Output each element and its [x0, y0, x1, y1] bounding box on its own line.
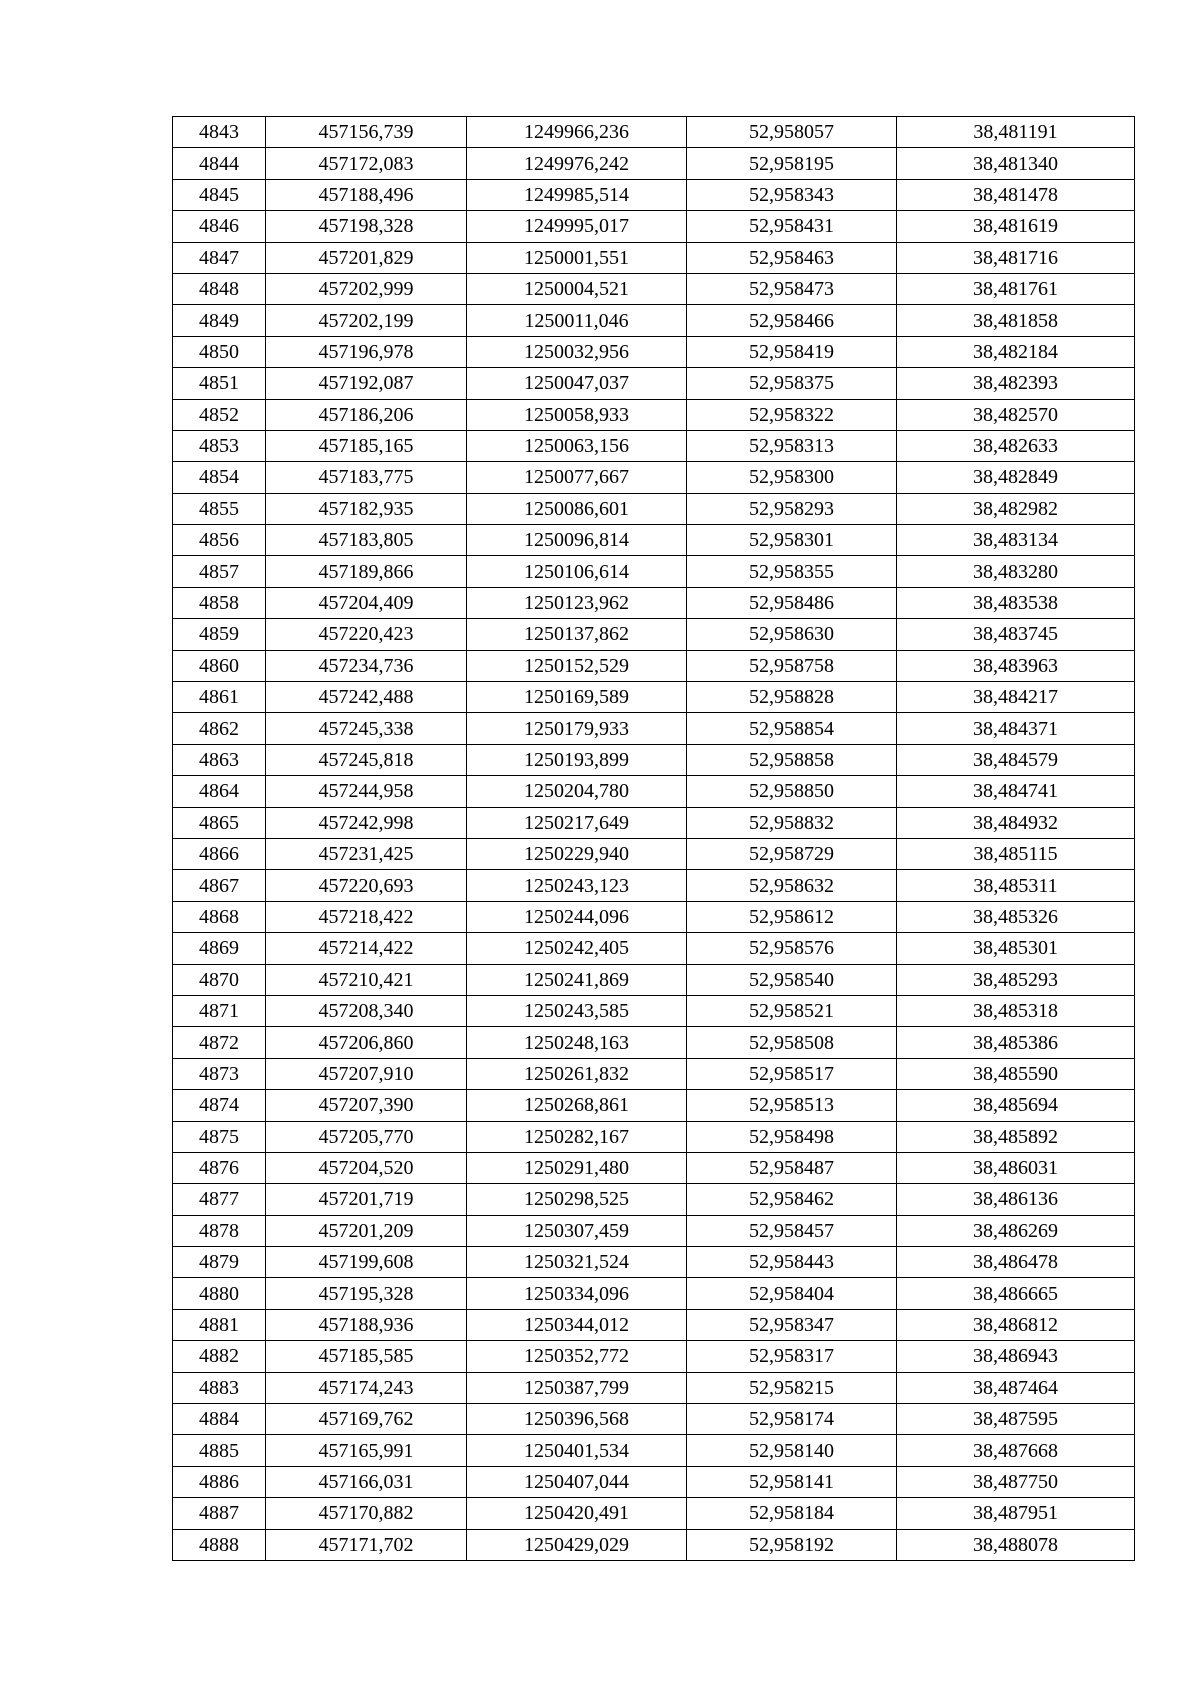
longitude-cell: 38,487464 — [897, 1372, 1135, 1403]
point-number-cell: 4843 — [173, 117, 266, 148]
y-coordinate-cell: 1250387,799 — [467, 1372, 687, 1403]
point-number-cell: 4869 — [173, 933, 266, 964]
y-coordinate-cell: 1250047,037 — [467, 368, 687, 399]
latitude-cell: 52,958322 — [687, 399, 897, 430]
longitude-cell: 38,486665 — [897, 1278, 1135, 1309]
x-coordinate-cell: 457242,488 — [266, 682, 467, 713]
latitude-cell: 52,958301 — [687, 525, 897, 556]
longitude-cell: 38,485326 — [897, 901, 1135, 932]
point-number-cell: 4859 — [173, 619, 266, 650]
x-coordinate-cell: 457156,739 — [266, 117, 467, 148]
table-row — [173, 964, 1135, 995]
table-row — [173, 1184, 1135, 1215]
latitude-cell: 52,958513 — [687, 1090, 897, 1121]
point-number-cell: 4884 — [173, 1404, 266, 1435]
longitude-cell: 38,487951 — [897, 1498, 1135, 1529]
point-number-cell: 4876 — [173, 1152, 266, 1183]
latitude-cell: 52,958215 — [687, 1372, 897, 1403]
x-coordinate-cell: 457198,328 — [266, 211, 467, 242]
x-coordinate-cell: 457170,882 — [266, 1498, 467, 1529]
point-number-cell: 4878 — [173, 1215, 266, 1246]
table-row — [173, 713, 1135, 744]
y-coordinate-cell: 1250001,551 — [467, 242, 687, 273]
latitude-cell: 52,958313 — [687, 430, 897, 461]
point-number-cell: 4868 — [173, 901, 266, 932]
x-coordinate-cell: 457165,991 — [266, 1435, 467, 1466]
y-coordinate-cell: 1250261,832 — [467, 1058, 687, 1089]
y-coordinate-cell: 1250248,163 — [467, 1027, 687, 1058]
y-coordinate-cell: 1250241,869 — [467, 964, 687, 995]
latitude-cell: 52,958832 — [687, 807, 897, 838]
table-row — [173, 1529, 1135, 1560]
point-number-cell: 4846 — [173, 211, 266, 242]
x-coordinate-cell: 457189,866 — [266, 556, 467, 587]
x-coordinate-cell: 457183,775 — [266, 462, 467, 493]
point-number-cell: 4863 — [173, 744, 266, 775]
y-coordinate-cell: 1250407,044 — [467, 1466, 687, 1497]
table-row — [173, 807, 1135, 838]
point-number-cell: 4860 — [173, 650, 266, 681]
x-coordinate-cell: 457204,520 — [266, 1152, 467, 1183]
point-number-cell: 4886 — [173, 1466, 266, 1497]
latitude-cell: 52,958404 — [687, 1278, 897, 1309]
table-row — [173, 682, 1135, 713]
y-coordinate-cell: 1250217,649 — [467, 807, 687, 838]
point-number-cell: 4870 — [173, 964, 266, 995]
table-row — [173, 1341, 1135, 1372]
latitude-cell: 52,958498 — [687, 1121, 897, 1152]
longitude-cell: 38,483963 — [897, 650, 1135, 681]
longitude-cell: 38,484932 — [897, 807, 1135, 838]
latitude-cell: 52,958486 — [687, 587, 897, 618]
y-coordinate-cell: 1250063,156 — [467, 430, 687, 461]
table-row — [173, 901, 1135, 932]
point-number-cell: 4864 — [173, 776, 266, 807]
x-coordinate-cell: 457206,860 — [266, 1027, 467, 1058]
longitude-cell: 38,482633 — [897, 430, 1135, 461]
latitude-cell: 52,958463 — [687, 242, 897, 273]
x-coordinate-cell: 457245,338 — [266, 713, 467, 744]
table-row — [173, 1498, 1135, 1529]
point-number-cell: 4880 — [173, 1278, 266, 1309]
x-coordinate-cell: 457220,693 — [266, 870, 467, 901]
y-coordinate-cell: 1250282,167 — [467, 1121, 687, 1152]
y-coordinate-cell: 1250298,525 — [467, 1184, 687, 1215]
latitude-cell: 52,958466 — [687, 305, 897, 336]
point-number-cell: 4882 — [173, 1341, 266, 1372]
latitude-cell: 52,958140 — [687, 1435, 897, 1466]
table-row — [173, 148, 1135, 179]
longitude-cell: 38,485590 — [897, 1058, 1135, 1089]
table-row — [173, 399, 1135, 430]
table-row — [173, 493, 1135, 524]
x-coordinate-cell: 457245,818 — [266, 744, 467, 775]
table-row — [173, 1466, 1135, 1497]
table-row — [173, 368, 1135, 399]
table-row — [173, 1247, 1135, 1278]
point-number-cell: 4844 — [173, 148, 266, 179]
longitude-cell: 38,485386 — [897, 1027, 1135, 1058]
point-number-cell: 4873 — [173, 1058, 266, 1089]
x-coordinate-cell: 457185,165 — [266, 430, 467, 461]
x-coordinate-cell: 457201,829 — [266, 242, 467, 273]
x-coordinate-cell: 457192,087 — [266, 368, 467, 399]
table-row — [173, 117, 1135, 148]
x-coordinate-cell: 457201,719 — [266, 1184, 467, 1215]
y-coordinate-cell: 1250352,772 — [467, 1341, 687, 1372]
latitude-cell: 52,958630 — [687, 619, 897, 650]
y-coordinate-cell: 1250152,529 — [467, 650, 687, 681]
longitude-cell: 38,488078 — [897, 1529, 1135, 1560]
latitude-cell: 52,958729 — [687, 838, 897, 869]
table-row — [173, 1404, 1135, 1435]
x-coordinate-cell: 457171,702 — [266, 1529, 467, 1560]
y-coordinate-cell: 1250420,491 — [467, 1498, 687, 1529]
x-coordinate-cell: 457220,423 — [266, 619, 467, 650]
coordinates-table-body — [173, 117, 1135, 1561]
table-row — [173, 1309, 1135, 1340]
y-coordinate-cell: 1249976,242 — [467, 148, 687, 179]
latitude-cell: 52,958612 — [687, 901, 897, 932]
latitude-cell: 52,958431 — [687, 211, 897, 242]
y-coordinate-cell: 1250291,480 — [467, 1152, 687, 1183]
y-coordinate-cell: 1250179,933 — [467, 713, 687, 744]
x-coordinate-cell: 457188,936 — [266, 1309, 467, 1340]
latitude-cell: 52,958521 — [687, 995, 897, 1026]
y-coordinate-cell: 1250058,933 — [467, 399, 687, 430]
table-row — [173, 179, 1135, 210]
longitude-cell: 38,482849 — [897, 462, 1135, 493]
point-number-cell: 4871 — [173, 995, 266, 1026]
longitude-cell: 38,486943 — [897, 1341, 1135, 1372]
x-coordinate-cell: 457188,496 — [266, 179, 467, 210]
x-coordinate-cell: 457202,999 — [266, 273, 467, 304]
y-coordinate-cell: 1250334,096 — [467, 1278, 687, 1309]
table-row — [173, 1372, 1135, 1403]
table-row — [173, 273, 1135, 304]
x-coordinate-cell: 457205,770 — [266, 1121, 467, 1152]
longitude-cell: 38,484217 — [897, 682, 1135, 713]
point-number-cell: 4858 — [173, 587, 266, 618]
longitude-cell: 38,484371 — [897, 713, 1135, 744]
x-coordinate-cell: 457218,422 — [266, 901, 467, 932]
point-number-cell: 4851 — [173, 368, 266, 399]
x-coordinate-cell: 457183,805 — [266, 525, 467, 556]
longitude-cell: 38,481340 — [897, 148, 1135, 179]
latitude-cell: 52,958343 — [687, 179, 897, 210]
latitude-cell: 52,958576 — [687, 933, 897, 964]
longitude-cell: 38,483280 — [897, 556, 1135, 587]
latitude-cell: 52,958195 — [687, 148, 897, 179]
x-coordinate-cell: 457210,421 — [266, 964, 467, 995]
point-number-cell: 4847 — [173, 242, 266, 273]
y-coordinate-cell: 1250242,405 — [467, 933, 687, 964]
point-number-cell: 4874 — [173, 1090, 266, 1121]
y-coordinate-cell: 1250396,568 — [467, 1404, 687, 1435]
table-row — [173, 430, 1135, 461]
point-number-cell: 4887 — [173, 1498, 266, 1529]
y-coordinate-cell: 1250169,589 — [467, 682, 687, 713]
x-coordinate-cell: 457185,585 — [266, 1341, 467, 1372]
longitude-cell: 38,485694 — [897, 1090, 1135, 1121]
longitude-cell: 38,485311 — [897, 870, 1135, 901]
coordinates-table — [172, 116, 1135, 1561]
y-coordinate-cell: 1250086,601 — [467, 493, 687, 524]
table-row — [173, 1152, 1135, 1183]
table-row — [173, 462, 1135, 493]
longitude-cell: 38,483745 — [897, 619, 1135, 650]
table-row — [173, 838, 1135, 869]
table-row — [173, 336, 1135, 367]
y-coordinate-cell: 1249966,236 — [467, 117, 687, 148]
longitude-cell: 38,484741 — [897, 776, 1135, 807]
x-coordinate-cell: 457169,762 — [266, 1404, 467, 1435]
y-coordinate-cell: 1250204,780 — [467, 776, 687, 807]
point-number-cell: 4888 — [173, 1529, 266, 1560]
point-number-cell: 4867 — [173, 870, 266, 901]
x-coordinate-cell: 457207,910 — [266, 1058, 467, 1089]
longitude-cell: 38,483134 — [897, 525, 1135, 556]
x-coordinate-cell: 457242,998 — [266, 807, 467, 838]
latitude-cell: 52,958347 — [687, 1309, 897, 1340]
point-number-cell: 4883 — [173, 1372, 266, 1403]
table-row — [173, 242, 1135, 273]
x-coordinate-cell: 457207,390 — [266, 1090, 467, 1121]
point-number-cell: 4865 — [173, 807, 266, 838]
y-coordinate-cell: 1250077,667 — [467, 462, 687, 493]
longitude-cell: 38,483538 — [897, 587, 1135, 618]
point-number-cell: 4854 — [173, 462, 266, 493]
table-row — [173, 587, 1135, 618]
x-coordinate-cell: 457244,958 — [266, 776, 467, 807]
x-coordinate-cell: 457182,935 — [266, 493, 467, 524]
longitude-cell: 38,486031 — [897, 1152, 1135, 1183]
y-coordinate-cell: 1250321,524 — [467, 1247, 687, 1278]
latitude-cell: 52,958443 — [687, 1247, 897, 1278]
latitude-cell: 52,958457 — [687, 1215, 897, 1246]
y-coordinate-cell: 1249995,017 — [467, 211, 687, 242]
point-number-cell: 4845 — [173, 179, 266, 210]
longitude-cell: 38,481858 — [897, 305, 1135, 336]
longitude-cell: 38,485892 — [897, 1121, 1135, 1152]
y-coordinate-cell: 1250137,862 — [467, 619, 687, 650]
point-number-cell: 4856 — [173, 525, 266, 556]
table-row — [173, 1278, 1135, 1309]
latitude-cell: 52,958300 — [687, 462, 897, 493]
table-row — [173, 211, 1135, 242]
longitude-cell: 38,482184 — [897, 336, 1135, 367]
longitude-cell: 38,485293 — [897, 964, 1135, 995]
y-coordinate-cell: 1250011,046 — [467, 305, 687, 336]
table-row — [173, 1027, 1135, 1058]
longitude-cell: 38,481191 — [897, 117, 1135, 148]
longitude-cell: 38,487750 — [897, 1466, 1135, 1497]
point-number-cell: 4850 — [173, 336, 266, 367]
longitude-cell: 38,481716 — [897, 242, 1135, 273]
point-number-cell: 4866 — [173, 838, 266, 869]
latitude-cell: 52,958517 — [687, 1058, 897, 1089]
point-number-cell: 4861 — [173, 682, 266, 713]
latitude-cell: 52,958057 — [687, 117, 897, 148]
x-coordinate-cell: 457204,409 — [266, 587, 467, 618]
point-number-cell: 4875 — [173, 1121, 266, 1152]
table-row — [173, 870, 1135, 901]
x-coordinate-cell: 457172,083 — [266, 148, 467, 179]
table-row — [173, 556, 1135, 587]
latitude-cell: 52,958174 — [687, 1404, 897, 1435]
y-coordinate-cell: 1250032,956 — [467, 336, 687, 367]
latitude-cell: 52,958355 — [687, 556, 897, 587]
y-coordinate-cell: 1250106,614 — [467, 556, 687, 587]
longitude-cell: 38,482393 — [897, 368, 1135, 399]
y-coordinate-cell: 1250096,814 — [467, 525, 687, 556]
table-row — [173, 1121, 1135, 1152]
point-number-cell: 4885 — [173, 1435, 266, 1466]
latitude-cell: 52,958850 — [687, 776, 897, 807]
y-coordinate-cell: 1250004,521 — [467, 273, 687, 304]
table-row — [173, 650, 1135, 681]
point-number-cell: 4862 — [173, 713, 266, 744]
x-coordinate-cell: 457174,243 — [266, 1372, 467, 1403]
point-number-cell: 4853 — [173, 430, 266, 461]
y-coordinate-cell: 1250243,585 — [467, 995, 687, 1026]
y-coordinate-cell: 1250268,861 — [467, 1090, 687, 1121]
table-row — [173, 1435, 1135, 1466]
longitude-cell: 38,482570 — [897, 399, 1135, 430]
latitude-cell: 52,958858 — [687, 744, 897, 775]
point-number-cell: 4879 — [173, 1247, 266, 1278]
table-row — [173, 933, 1135, 964]
y-coordinate-cell: 1250429,029 — [467, 1529, 687, 1560]
latitude-cell: 52,958184 — [687, 1498, 897, 1529]
latitude-cell: 52,958419 — [687, 336, 897, 367]
x-coordinate-cell: 457195,328 — [266, 1278, 467, 1309]
latitude-cell: 52,958141 — [687, 1466, 897, 1497]
y-coordinate-cell: 1250244,096 — [467, 901, 687, 932]
latitude-cell: 52,958192 — [687, 1529, 897, 1560]
latitude-cell: 52,958540 — [687, 964, 897, 995]
longitude-cell: 38,486478 — [897, 1247, 1135, 1278]
x-coordinate-cell: 457208,340 — [266, 995, 467, 1026]
latitude-cell: 52,958758 — [687, 650, 897, 681]
latitude-cell: 52,958375 — [687, 368, 897, 399]
y-coordinate-cell: 1250307,459 — [467, 1215, 687, 1246]
y-coordinate-cell: 1249985,514 — [467, 179, 687, 210]
point-number-cell: 4849 — [173, 305, 266, 336]
x-coordinate-cell: 457234,736 — [266, 650, 467, 681]
y-coordinate-cell: 1250401,534 — [467, 1435, 687, 1466]
longitude-cell: 38,487595 — [897, 1404, 1135, 1435]
point-number-cell: 4881 — [173, 1309, 266, 1340]
y-coordinate-cell: 1250123,962 — [467, 587, 687, 618]
longitude-cell: 38,484579 — [897, 744, 1135, 775]
table-row — [173, 1090, 1135, 1121]
x-coordinate-cell: 457186,206 — [266, 399, 467, 430]
point-number-cell: 4877 — [173, 1184, 266, 1215]
longitude-cell: 38,487668 — [897, 1435, 1135, 1466]
latitude-cell: 52,958508 — [687, 1027, 897, 1058]
longitude-cell: 38,482982 — [897, 493, 1135, 524]
longitude-cell: 38,481619 — [897, 211, 1135, 242]
point-number-cell: 4855 — [173, 493, 266, 524]
longitude-cell: 38,481478 — [897, 179, 1135, 210]
y-coordinate-cell: 1250193,899 — [467, 744, 687, 775]
point-number-cell: 4848 — [173, 273, 266, 304]
x-coordinate-cell: 457196,978 — [266, 336, 467, 367]
table-row — [173, 744, 1135, 775]
longitude-cell: 38,481761 — [897, 273, 1135, 304]
y-coordinate-cell: 1250229,940 — [467, 838, 687, 869]
latitude-cell: 52,958293 — [687, 493, 897, 524]
table-row — [173, 305, 1135, 336]
x-coordinate-cell: 457201,209 — [266, 1215, 467, 1246]
latitude-cell: 52,958462 — [687, 1184, 897, 1215]
point-number-cell: 4872 — [173, 1027, 266, 1058]
table-row — [173, 995, 1135, 1026]
x-coordinate-cell: 457202,199 — [266, 305, 467, 336]
y-coordinate-cell: 1250243,123 — [467, 870, 687, 901]
x-coordinate-cell: 457231,425 — [266, 838, 467, 869]
longitude-cell: 38,486136 — [897, 1184, 1135, 1215]
point-number-cell: 4852 — [173, 399, 266, 430]
x-coordinate-cell: 457166,031 — [266, 1466, 467, 1497]
table-row — [173, 619, 1135, 650]
longitude-cell: 38,485301 — [897, 933, 1135, 964]
table-row — [173, 525, 1135, 556]
latitude-cell: 52,958632 — [687, 870, 897, 901]
x-coordinate-cell: 457214,422 — [266, 933, 467, 964]
y-coordinate-cell: 1250344,012 — [467, 1309, 687, 1340]
latitude-cell: 52,958854 — [687, 713, 897, 744]
latitude-cell: 52,958828 — [687, 682, 897, 713]
table-row — [173, 776, 1135, 807]
x-coordinate-cell: 457199,608 — [266, 1247, 467, 1278]
longitude-cell: 38,485318 — [897, 995, 1135, 1026]
table-row — [173, 1058, 1135, 1089]
latitude-cell: 52,958473 — [687, 273, 897, 304]
longitude-cell: 38,486269 — [897, 1215, 1135, 1246]
point-number-cell: 4857 — [173, 556, 266, 587]
longitude-cell: 38,486812 — [897, 1309, 1135, 1340]
latitude-cell: 52,958317 — [687, 1341, 897, 1372]
latitude-cell: 52,958487 — [687, 1152, 897, 1183]
longitude-cell: 38,485115 — [897, 838, 1135, 869]
table-row — [173, 1215, 1135, 1246]
